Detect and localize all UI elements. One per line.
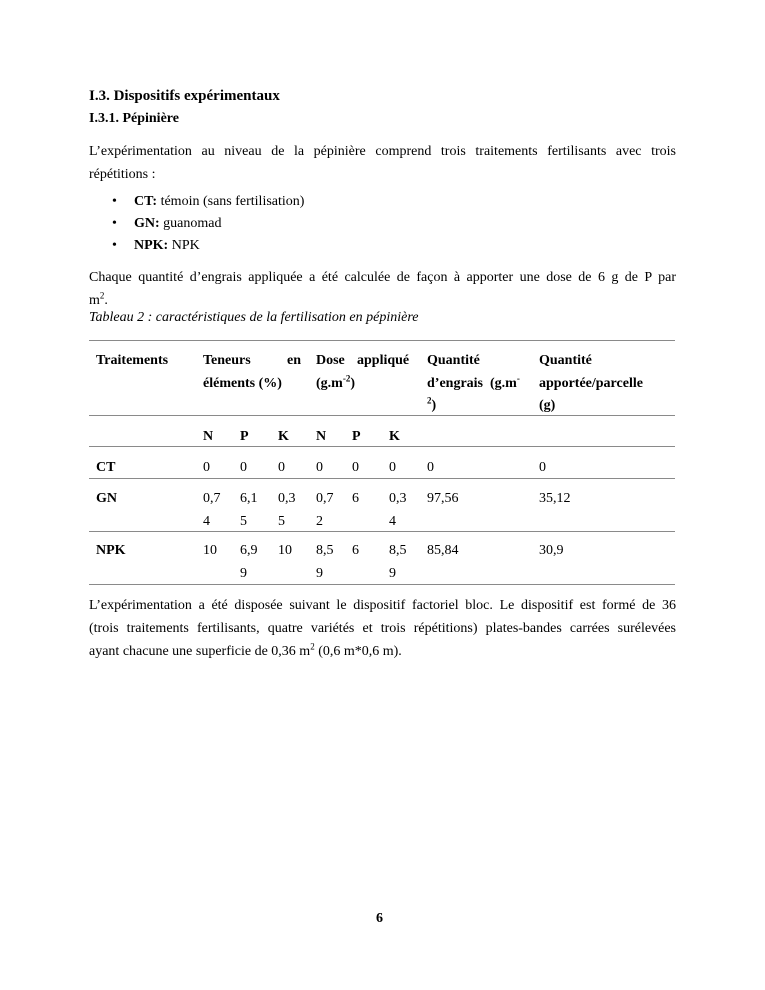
header-quantite-engrais-exponent-sign: - — [516, 373, 520, 384]
table-cell: 0 — [389, 460, 396, 475]
header-teneurs-en: en — [287, 353, 301, 368]
header-teneurs: Teneurs — [203, 353, 251, 368]
section-heading: I.3. Dispositifs expérimentaux — [89, 88, 280, 104]
row-label-npk: NPK — [96, 543, 126, 558]
cell-line: 4 — [203, 514, 210, 529]
conclusion-unit-exponent: 2 — [310, 641, 315, 652]
table-cell: 6 — [352, 491, 359, 506]
header-teneurs-elements: éléments (%) — [203, 376, 282, 391]
dose-paragraph — [89, 266, 676, 312]
subheader-n: N — [316, 429, 327, 444]
treatment-desc: témoin (sans fertilisation) — [160, 194, 305, 209]
table-cell-quantite-engrais: 0 — [427, 460, 434, 475]
row-label-ct: CT — [96, 460, 116, 475]
table-rule-row-gn — [89, 531, 675, 532]
table-cell: 10 — [203, 543, 217, 558]
conclusion-line-2: (trois traitements fertilisants, quatre variétés et trois répétitions) plates-bandes carrées surélevées — [89, 621, 676, 636]
header-traitements: Traitements — [96, 353, 169, 368]
conclusion-line-1: L’expérimentation a été disposée suivant le dispositif factoriel bloc. Le dispositif est formé de 36 — [89, 598, 676, 613]
header-dose: Dose — [316, 353, 345, 368]
cell-line: 0,7 — [203, 491, 221, 506]
treatment-code: GN: — [134, 216, 160, 231]
header-quantite-engrais-word: d’engrais — [427, 376, 483, 391]
bullet-icon: • — [112, 238, 117, 253]
cell-line: 4 — [389, 514, 396, 529]
table-rule-row-ct — [89, 478, 675, 479]
table-cell: 0 — [203, 460, 210, 475]
conclusion-text: ayant chacune une superficie de 0,36 m — [89, 644, 311, 659]
table-cell-quantite-parcelle: 30,9 — [539, 543, 564, 558]
conclusion-paragraph — [89, 594, 676, 663]
cell-line: 9 — [316, 566, 323, 581]
table-cell-quantite-parcelle: 0 — [539, 460, 546, 475]
cell-line: 0,7 — [316, 491, 334, 506]
treatment-desc: NPK — [171, 238, 200, 253]
cell-line: 8,5 — [389, 543, 407, 558]
table-cell — [203, 487, 221, 533]
table-cell: 0 — [278, 460, 285, 475]
row-label-gn: GN — [96, 491, 117, 506]
header-quantite-engrais-close: ) — [431, 398, 437, 413]
table-cell — [389, 487, 407, 533]
dose-line-2 — [89, 289, 676, 312]
bullet-icon: • — [112, 216, 117, 231]
header-quantite-parcelle: Quantité — [539, 353, 592, 368]
dose-line-1: Chaque quantité d’engrais appliquée a été calculée de façon à apporter une dose de 6 g de P par — [89, 270, 676, 285]
cell-line: 6,1 — [240, 491, 258, 506]
header-quantite-engrais-line2 — [427, 372, 520, 395]
intro-line-2: répétitions : — [89, 167, 156, 182]
header-quantite-engrais: Quantité — [427, 353, 480, 368]
table-cell-quantite-parcelle: 35,12 — [539, 491, 571, 506]
table-rule-subheader — [89, 446, 675, 447]
header-dose-unit-close: ) — [350, 376, 355, 391]
cell-line: 0,3 — [278, 491, 296, 506]
table-cell — [240, 487, 258, 533]
cell-line: 9 — [240, 566, 247, 581]
table-cell — [316, 539, 334, 585]
list-item — [112, 213, 304, 235]
subsection-heading: I.3.1. Pépinière — [89, 111, 179, 126]
table-caption: Tableau 2 : caractéristiques de la fertilisation en pépinière — [89, 310, 419, 325]
header-quantite-engrais-unit: (g.m — [490, 376, 517, 391]
dose-unit-exponent: 2 — [99, 290, 105, 301]
treatment-desc: guanomad — [163, 216, 222, 231]
header-quantite-engrais-exponent: 2 — [427, 395, 432, 406]
subheader-p: P — [240, 429, 249, 444]
subheader-n: N — [203, 429, 214, 444]
table-cell: 6 — [352, 543, 359, 558]
header-dose-unit — [316, 372, 355, 395]
cell-line: 0,3 — [389, 491, 407, 506]
intro-paragraph — [89, 140, 676, 186]
conclusion-text-end: (0,6 m*0,6 m). — [314, 644, 402, 659]
cell-line: 5 — [240, 514, 247, 529]
bullet-icon: • — [112, 194, 117, 209]
cell-line: 6,9 — [240, 543, 258, 558]
cell-line: 5 — [278, 514, 285, 529]
treatment-code: NPK: — [134, 238, 169, 253]
table-cell: 0 — [316, 460, 323, 475]
table-cell — [316, 487, 334, 533]
table-cell-quantite-engrais: 85,84 — [427, 543, 459, 558]
dose-unit: m — [89, 293, 100, 308]
table-cell — [240, 539, 258, 585]
page-number: 6 — [376, 911, 383, 926]
table-rule-top — [89, 340, 675, 341]
header-quantite-engrais-line3 — [427, 394, 436, 417]
list-item — [112, 235, 304, 257]
treatment-list — [112, 191, 304, 257]
table-cell-quantite-engrais: 97,56 — [427, 491, 459, 506]
subheader-p: P — [352, 429, 361, 444]
cell-line: 9 — [389, 566, 396, 581]
table-cell: 0 — [352, 460, 359, 475]
header-dose-unit-base: (g.m — [316, 376, 343, 391]
treatment-code: CT: — [134, 194, 158, 209]
header-quantite-parcelle-line2: apportée/parcelle — [539, 376, 643, 391]
cell-line: 2 — [316, 514, 323, 529]
header-dose-applique: appliqué — [357, 353, 410, 368]
table-cell: 10 — [278, 543, 292, 558]
conclusion-line-3 — [89, 640, 676, 663]
table-cell — [389, 539, 407, 585]
subheader-k: K — [389, 429, 400, 444]
dose-period: . — [104, 293, 108, 308]
table-cell — [278, 487, 296, 533]
table-rule-bottom — [89, 584, 675, 585]
header-dose-unit-exponent: -2 — [342, 373, 351, 384]
cell-line: 8,5 — [316, 543, 334, 558]
intro-line-1: L’expérimentation au niveau de la pépinière comprend trois traitements fertilisants avec trois — [89, 144, 676, 159]
table-cell: 0 — [240, 460, 247, 475]
table-rule-header — [89, 415, 675, 416]
header-quantite-parcelle-unit: (g) — [539, 398, 556, 413]
subheader-k: K — [278, 429, 289, 444]
list-item — [112, 191, 304, 213]
